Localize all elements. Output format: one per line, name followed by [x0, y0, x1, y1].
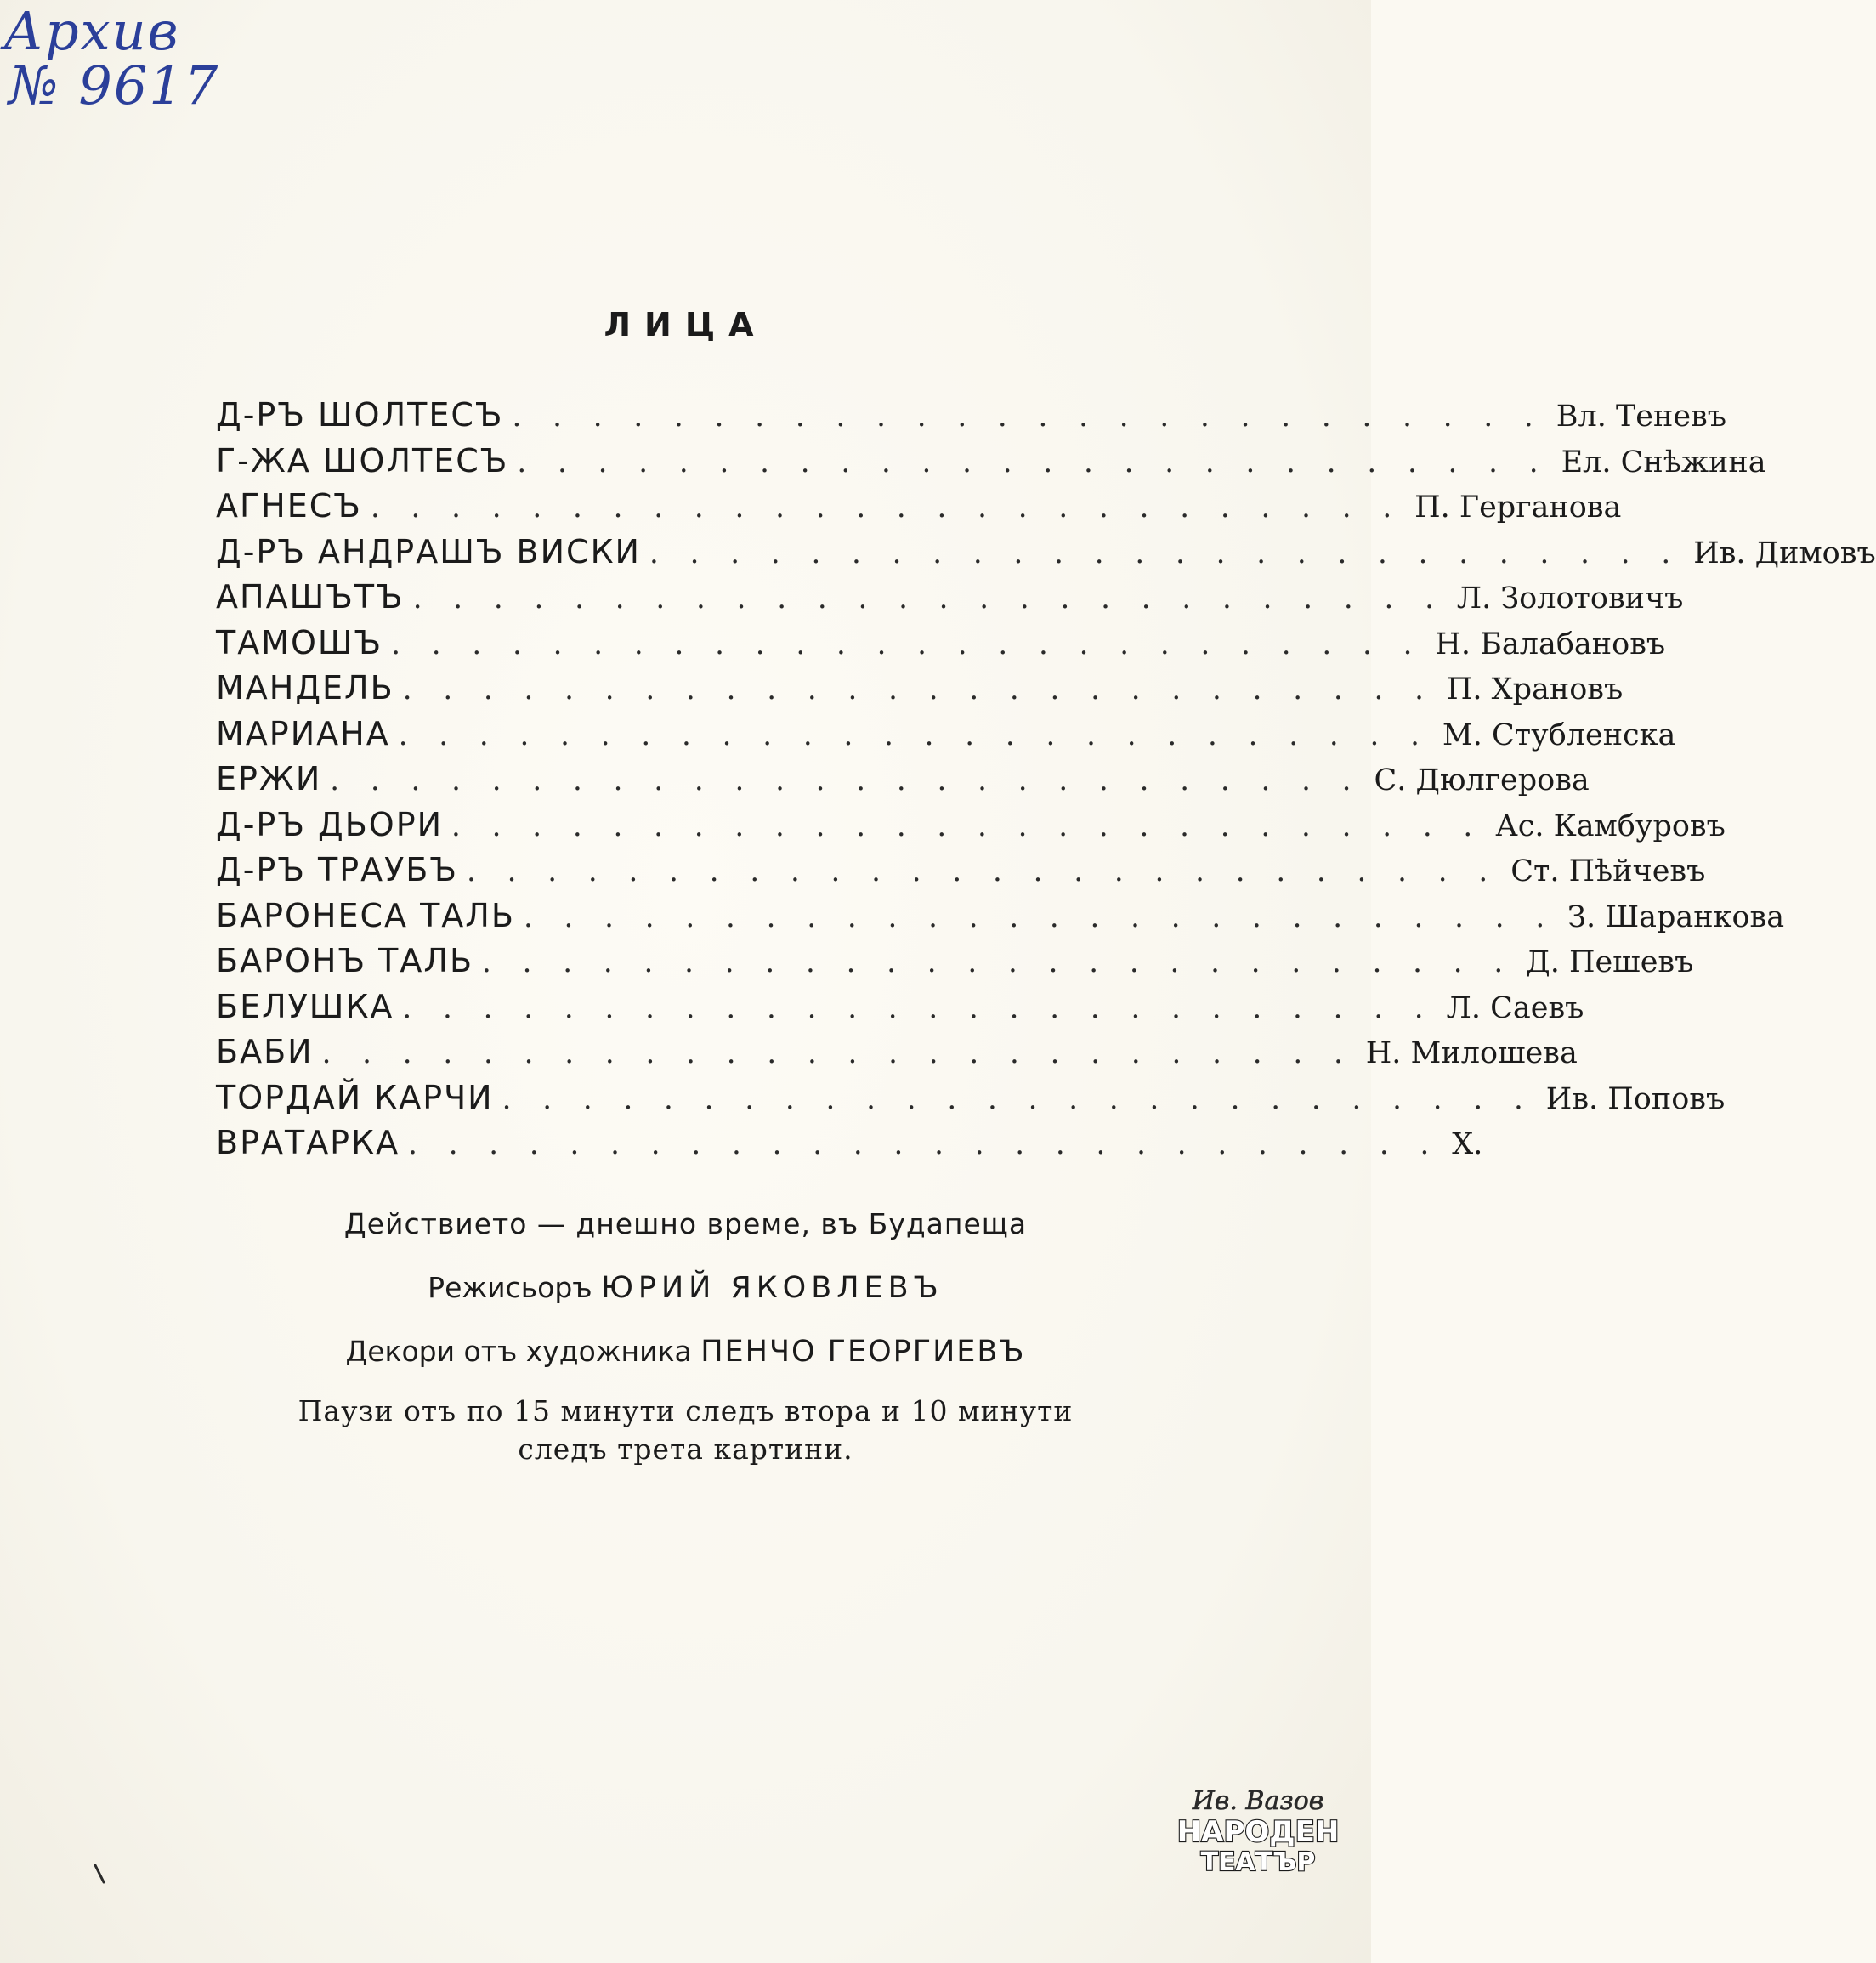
cast-row	[216, 757, 1590, 803]
cast-actor: Н. Балабановъ	[1435, 627, 1666, 661]
cast-actor: Н. Милошева	[1365, 1036, 1578, 1070]
cast-actor: Л. Золотовичъ	[1456, 582, 1684, 616]
cast-actor: Ив. Димовъ	[1693, 536, 1876, 570]
cast-actor: С. Дюлгерова	[1374, 763, 1590, 797]
cast-row	[216, 1030, 1578, 1075]
cast-actor: Вл. Теневъ	[1556, 400, 1727, 434]
cast-row	[216, 939, 1694, 984]
cast-actor: Ас. Камбуровъ	[1495, 808, 1726, 843]
cast-row	[216, 803, 1726, 848]
cast-row	[216, 894, 1785, 939]
cast-row	[216, 575, 1684, 621]
dot-leader: . . . . . . . . . . . . . . . . . . . . . . . . . .	[321, 1036, 1354, 1070]
cast-role: БАБИ	[216, 1033, 314, 1070]
cast-row	[216, 848, 1706, 894]
archive-stamp-number: № 9617	[9, 54, 220, 116]
dot-leader: . . . . . . . . . . . . . . . . . . . . . . . . . .	[467, 854, 1499, 888]
dot-leader: . . . . . . . . . . . . . . . . . . . . . . . . . .	[408, 1127, 1441, 1161]
cast-role: Д-РЪ АНДРАШЪ ВИСКИ	[216, 532, 641, 570]
cast-actor: М. Стубленска	[1442, 718, 1676, 752]
cast-row	[216, 1120, 1483, 1166]
cast-row	[216, 484, 1622, 530]
cast-role: БАРОНЕСА ТАЛЬ	[216, 896, 515, 934]
cast-role: Д-РЪ ДЬОРИ	[216, 805, 444, 843]
cast-role: ЕРЖИ	[216, 760, 322, 797]
pauses-line-2: следъ трета картини.	[518, 1433, 853, 1466]
cast-role: БЕЛУШКА	[216, 987, 394, 1025]
director-label: Режисьоръ	[428, 1271, 592, 1304]
cast-actor: Ел. Снѣжина	[1561, 445, 1766, 479]
logo-line-narodno: НАРОДЕН	[1176, 1815, 1340, 1849]
pauses-line-1: Паузи отъ по 15 минути следъ втора и 10 минути	[298, 1394, 1074, 1427]
cast-role: Д-РЪ ШОЛТЕСЪ	[216, 396, 504, 434]
cast-actor: Д. Пешевъ	[1526, 945, 1694, 979]
director-line	[0, 1271, 1371, 1305]
cast-row	[216, 984, 1584, 1030]
cast-actor: З. Шаранкова	[1567, 899, 1785, 934]
cast-role: Г-ЖА ШОЛТЕСЪ	[216, 441, 509, 479]
dot-leader: . . . . . . . . . . . . . . . . . . . . . . . . . .	[649, 536, 1682, 570]
cast-row	[216, 439, 1766, 485]
theatre-logo-graphic	[1173, 1779, 1343, 1881]
cast-role: АПАШЪТЪ	[216, 578, 405, 616]
logo-line-teatar: ТЕАТЪР	[1200, 1847, 1316, 1877]
cast-role: АГНЕСЪ	[216, 487, 362, 525]
cast-row	[216, 1075, 1726, 1121]
dot-leader: . . . . . . . . . . . . . . . . . . . . . . . . . .	[412, 582, 1445, 616]
dot-leader: . . . . . . . . . . . . . . . . . . . . . . . . . .	[512, 400, 1544, 434]
cast-role: ТАМОШЪ	[216, 623, 383, 661]
dot-leader: . . . . . . . . . . . . . . . . . . . . . . . . . .	[402, 672, 1435, 706]
cast-role: МАНДЕЛЬ	[216, 669, 394, 706]
cast-row	[216, 393, 1727, 439]
dot-leader: . . . . . . . . . . . . . . . . . . . . . . . . . .	[502, 1081, 1534, 1116]
cast-actor: Х.	[1452, 1127, 1483, 1161]
dot-leader: . . . . . . . . . . . . . . . . . . . . . . . . . .	[517, 445, 1550, 479]
decor-line	[0, 1335, 1371, 1369]
cast-row	[216, 712, 1676, 757]
page-title: ЛИЦА	[604, 306, 768, 343]
dot-leader: . . . . . . . . . . . . . . . . . . . . . . . . . .	[391, 627, 1424, 661]
cast-actor: Ст. Пѣйчевъ	[1510, 854, 1706, 888]
dot-leader: . . . . . . . . . . . . . . . . . . . . . . . . . .	[482, 945, 1515, 979]
decor-label: Декори отъ художника	[345, 1335, 692, 1368]
cast-row	[216, 666, 1624, 712]
cast-list	[216, 393, 1876, 1166]
logo-signature: Ив. Вазов	[1192, 1786, 1324, 1816]
dot-leader: . . . . . . . . . . . . . . . . . . . . . . . . . .	[330, 763, 1363, 797]
cast-role: ВРАТАРКА	[216, 1124, 400, 1161]
archive-stamp-line1: Архив	[3, 0, 180, 62]
cast-actor: Л. Саевъ	[1446, 990, 1584, 1025]
dot-leader: . . . . . . . . . . . . . . . . . . . . . . . . . .	[370, 491, 1403, 525]
cast-actor: П. Храновъ	[1446, 672, 1624, 706]
cast-role: МАРИАНА	[216, 714, 390, 752]
cast-row	[216, 530, 1876, 576]
cast-row	[216, 621, 1666, 667]
dot-leader: . . . . . . . . . . . . . . . . . . . . . . . . . .	[523, 899, 1556, 934]
director-name: ЮРИЙ ЯКОВЛЕВЪ	[601, 1271, 944, 1305]
dot-leader: . . . . . . . . . . . . . . . . . . . . . . . . . .	[451, 808, 1484, 843]
cast-actor: П. Герганова	[1414, 491, 1622, 525]
setting-line: Действието — днешно време, въ Будапеща	[343, 1207, 1028, 1240]
archive-stamp	[3, 0, 220, 116]
dot-leader: . . . . . . . . . . . . . . . . . . . . . . . . . .	[402, 990, 1435, 1025]
cast-role: БАРОНЪ ТАЛЬ	[216, 942, 474, 979]
cast-role: Д-РЪ ТРАУБЪ	[216, 851, 459, 888]
cast-role: ТОРДАЙ КАРЧИ	[216, 1078, 494, 1116]
ink-speck	[94, 1864, 111, 1889]
decor-artist-name: ПЕНЧО ГЕОРГИЕВЪ	[700, 1335, 1026, 1369]
cast-actor: Ив. Поповъ	[1545, 1081, 1726, 1116]
dot-leader: . . . . . . . . . . . . . . . . . . . . . . . . . .	[398, 718, 1431, 752]
national-theatre-logo	[1173, 1779, 1343, 1881]
